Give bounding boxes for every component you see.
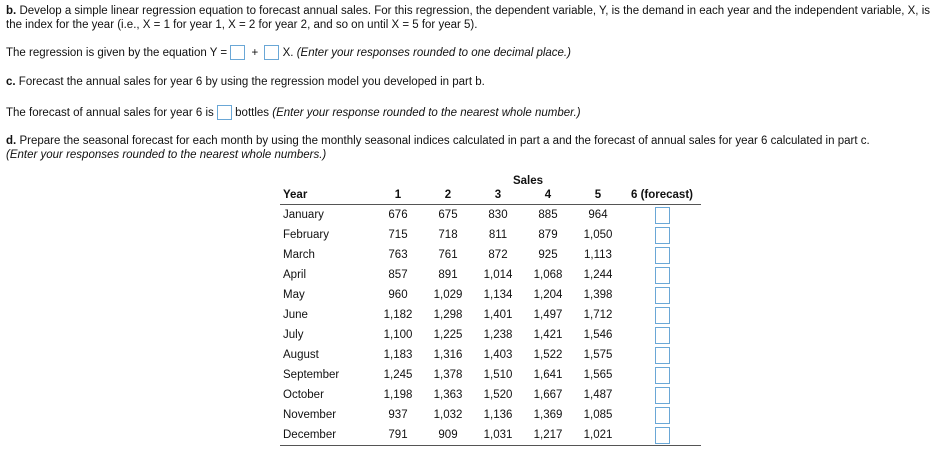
month-label: February (283, 229, 330, 241)
sales-cell: 857 (388, 269, 408, 281)
sales-cell: 1,068 (533, 269, 563, 281)
part-c-label: c. (6, 76, 16, 88)
slope-input[interactable] (264, 45, 279, 60)
part-b-instructions (6, 4, 936, 32)
forecast-cell (623, 205, 701, 226)
sales-cell: 1,134 (483, 289, 513, 301)
sales-cell: 909 (423, 425, 473, 446)
sales-cell: 1,029 (433, 289, 463, 301)
sales-cell: 1,204 (533, 289, 563, 301)
forecast-input[interactable] (655, 327, 670, 344)
month-label: December (280, 425, 373, 446)
table-row (280, 265, 701, 285)
sales-cell: 1,245 (383, 369, 413, 381)
part-d-instructions (6, 134, 936, 162)
sales-group-header: Sales (512, 175, 544, 187)
sales-cell: 1,401 (483, 309, 513, 321)
part-d-instruction: (Enter your responses rounded to the nearest whole numbers.) (6, 149, 327, 161)
table-row (280, 245, 701, 265)
forecast-suffix: bottles (235, 107, 270, 119)
sales-cell: 1,225 (433, 329, 463, 341)
forecast-cell (623, 325, 701, 345)
month-label: January (283, 209, 324, 221)
sales-cell: 1,217 (523, 425, 573, 446)
sales-cell: 1,113 (584, 249, 612, 261)
column-header-year-3: 3 (473, 188, 523, 205)
forecast-input[interactable] (655, 227, 670, 244)
sales-cell: 1,487 (583, 389, 613, 401)
sales-cell: 1,198 (383, 389, 413, 401)
sales-cell: 1,244 (583, 269, 613, 281)
forecast-input[interactable] (655, 427, 670, 444)
column-header-row (280, 188, 701, 205)
forecast-instruction: (Enter your response rounded to the nearest whole number.) (272, 107, 581, 119)
sales-cell: 715 (388, 229, 408, 241)
sales-cell: 1,421 (533, 329, 563, 341)
sales-cell: 1,565 (583, 369, 613, 381)
sales-cell: 761 (438, 249, 458, 261)
forecast-cell (623, 245, 701, 265)
part-c-instructions (6, 75, 936, 89)
sales-cell: 960 (388, 289, 408, 301)
sales-cell: 1,136 (483, 409, 513, 421)
sales-cell: 1,363 (433, 389, 463, 401)
table-row (280, 305, 701, 325)
month-label: November (283, 409, 337, 421)
forecast-cell (623, 225, 701, 245)
table-row (280, 425, 701, 446)
sales-cell: 763 (388, 249, 408, 261)
equation-prefix: The regression is given by the equation Y = (6, 47, 228, 59)
forecast-cell (623, 345, 701, 365)
sales-cell: 1,014 (483, 269, 513, 281)
sales-cell: 1,497 (533, 309, 563, 321)
sales-cell: 718 (438, 229, 458, 241)
sales-cell: 1,085 (583, 409, 613, 421)
sales-cell: 1,546 (583, 329, 613, 341)
sales-cell: 1,398 (583, 289, 613, 301)
equation-suffix: X. (282, 47, 294, 59)
column-header-year-4: 4 (523, 188, 573, 205)
sales-cell: 885 (538, 209, 558, 221)
sales-cell: 1,369 (533, 409, 563, 421)
sales-cell: 925 (538, 249, 558, 261)
sales-cell: 1,575 (583, 349, 613, 361)
regression-equation-line (6, 45, 936, 60)
forecast-cell (623, 365, 701, 385)
forecast-cell (623, 265, 701, 285)
table-row (280, 325, 701, 345)
sales-table-body (280, 205, 701, 446)
forecast-cell (623, 385, 701, 405)
sales-cell: 1,100 (383, 329, 413, 341)
sales-cell: 811 (488, 229, 508, 241)
sales-cell: 1,238 (483, 329, 513, 341)
forecast-input[interactable] (655, 367, 670, 384)
sales-cell: 1,021 (573, 425, 623, 446)
forecast-input[interactable] (655, 247, 670, 264)
forecast-cell (623, 305, 701, 325)
sales-cell: 1,316 (433, 349, 463, 361)
annual-forecast-line (6, 105, 936, 120)
equation-instruction: (Enter your responses rounded to one decimal place.) (296, 47, 571, 59)
month-label: June (283, 309, 308, 321)
sales-cell: 1,641 (533, 369, 563, 381)
table-row (280, 225, 701, 245)
sales-cell: 675 (438, 209, 458, 221)
sales-cell: 1,520 (483, 389, 513, 401)
table-row (280, 405, 701, 425)
forecast-input[interactable] (655, 207, 670, 224)
column-header-year-5: 5 (573, 188, 623, 205)
month-label: October (283, 389, 324, 401)
forecast-cell (623, 405, 701, 425)
sales-cell: 1,050 (583, 229, 613, 241)
sales-cell: 1,031 (473, 425, 523, 446)
column-header-forecast: 6 (forecast) (623, 188, 701, 205)
column-header-year-1: 1 (373, 188, 423, 205)
sales-cell: 879 (538, 229, 558, 241)
sales-cell: 1,183 (383, 349, 413, 361)
sales-cell: 872 (488, 249, 508, 261)
sales-cell: 1,667 (533, 389, 563, 401)
forecast-input[interactable] (655, 387, 670, 404)
table-row (280, 285, 701, 305)
forecast-input[interactable] (655, 407, 670, 424)
part-d-text: Prepare the seasonal forecast for each month by using the monthly seasonal indices calculated in part a and the forecast of annual sales for year 6 calculated in part c. (19, 135, 870, 147)
annual-forecast-input[interactable] (217, 105, 232, 120)
sales-cell: 676 (388, 209, 408, 221)
sales-cell: 830 (488, 209, 508, 221)
forecast-cell (623, 285, 701, 305)
month-label: July (283, 329, 304, 341)
sales-cell: 964 (588, 209, 608, 221)
sales-cell: 791 (373, 425, 423, 446)
forecast-prefix: The forecast of annual sales for year 6 is (6, 107, 214, 119)
month-label: August (283, 349, 319, 361)
table-row (280, 205, 701, 226)
table-row (280, 345, 701, 365)
forecast-input[interactable] (655, 287, 670, 304)
table-row (280, 385, 701, 405)
plus-sign: + (251, 47, 259, 59)
sales-table (280, 174, 701, 446)
table-row (280, 365, 701, 385)
column-header-year: Year (280, 188, 373, 205)
forecast-input[interactable] (655, 347, 670, 364)
forecast-input[interactable] (655, 267, 670, 284)
sales-cell: 1,522 (533, 349, 563, 361)
month-label: September (283, 369, 340, 381)
sales-cell: 1,712 (583, 309, 613, 321)
intercept-input[interactable] (230, 45, 245, 60)
sales-group-header-row (280, 174, 701, 188)
sales-cell: 1,182 (383, 309, 413, 321)
month-label: May (283, 289, 305, 301)
column-header-year-2: 2 (423, 188, 473, 205)
sales-cell: 1,298 (433, 309, 463, 321)
part-b-label: b. (6, 5, 17, 17)
month-label: March (283, 249, 315, 261)
forecast-cell (623, 425, 701, 446)
month-label: April (283, 269, 307, 281)
part-d-label: d. (6, 135, 17, 147)
sales-cell: 937 (388, 409, 408, 421)
part-b-text: Develop a simple linear regression equation to forecast annual sales. For this regression, the dependent variable, Y, is the demand in each year and the independent variable, X, is the index for the year (i.e., X = 1 for year 1, X = 2 for year 2, and so on until X = 5 for year 5). (6, 5, 930, 31)
sales-cell: 1,032 (433, 409, 463, 421)
sales-cell: 1,403 (483, 349, 513, 361)
sales-cell: 1,510 (483, 369, 513, 381)
forecast-input[interactable] (655, 307, 670, 324)
part-c-text: Forecast the annual sales for year 6 by using the regression model you developed in part b. (18, 76, 485, 88)
sales-cell: 1,378 (433, 369, 463, 381)
sales-cell: 891 (438, 269, 458, 281)
